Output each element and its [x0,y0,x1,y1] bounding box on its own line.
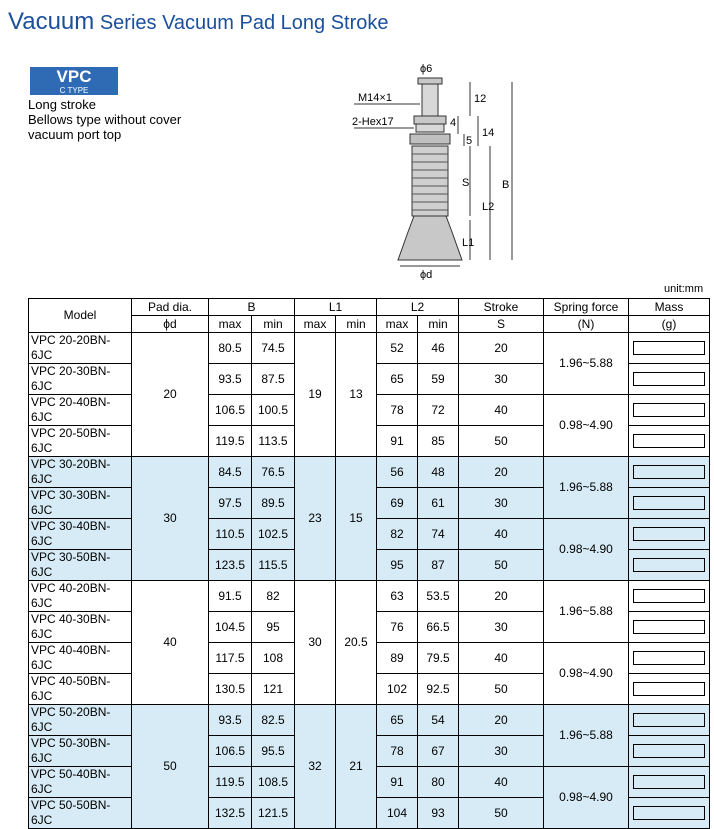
mass-cell [629,581,710,612]
l2-min-cell: 79.5 [418,643,459,674]
header-min: min [336,316,377,333]
model-cell: VPC 30-40BN-6JC [29,519,132,550]
spring-force-cell: 0.98~4.90 [544,519,629,581]
stroke-cell: 50 [459,550,544,581]
b-max-cell: 80.5 [209,333,252,364]
b-min-cell: 102.5 [252,519,295,550]
b-max-cell: 132.5 [209,798,252,829]
b-min-cell: 82 [252,581,295,612]
header-min: min [418,316,459,333]
header-max: max [209,316,252,333]
title-series: Vacuum [8,8,95,35]
spring-force-cell: 1.96~5.88 [544,581,629,643]
spring-force-cell: 0.98~4.90 [544,395,629,457]
description-line: Bellows type without cover [28,112,182,127]
mass-cell [629,798,710,829]
table-row [29,705,710,736]
mass-blank [633,465,705,479]
header-min: min [252,316,295,333]
mass-blank [633,403,705,417]
model-cell: VPC 20-30BN-6JC [29,364,132,395]
l2-min-cell: 61 [418,488,459,519]
description-line: Long stroke [28,97,96,112]
mass-blank [633,744,705,758]
mass-cell [629,488,710,519]
mass-blank [633,651,705,665]
b-max-cell: 106.5 [209,736,252,767]
mass-cell [629,612,710,643]
model-cell: VPC 50-20BN-6JC [29,705,132,736]
l2-max-cell: 78 [377,395,418,426]
spring-force-cell: 1.96~5.88 [544,333,629,395]
l1-min-cell: 20.5 [336,581,377,705]
l2-max-cell: 52 [377,333,418,364]
label-14: 14 [482,127,495,139]
l2-max-cell: 65 [377,364,418,395]
table-row [29,581,710,612]
label-4: 4 [450,117,457,129]
label-s: S [462,177,470,189]
mass-cell [629,550,710,581]
model-cell: VPC 40-20BN-6JC [29,581,132,612]
stroke-cell: 20 [459,333,544,364]
stroke-cell: 50 [459,426,544,457]
label-12: 12 [474,93,487,105]
model-cell: VPC 50-50BN-6JC [29,798,132,829]
l1-min-cell: 21 [336,705,377,829]
spec-table-body [29,333,710,829]
l2-max-cell: 69 [377,488,418,519]
table-row [29,333,710,364]
type-badge [30,67,118,95]
model-cell: VPC 20-50BN-6JC [29,426,132,457]
model-cell: VPC 40-30BN-6JC [29,612,132,643]
l2-min-cell: 80 [418,767,459,798]
b-max-cell: 91.5 [209,581,252,612]
b-max-cell: 93.5 [209,364,252,395]
b-min-cell: 95 [252,612,295,643]
l2-min-cell: 87 [418,550,459,581]
mass-cell [629,736,710,767]
unit-label: unit:mm [664,283,704,295]
header-spring-unit: (N) [544,316,629,333]
pad-dia-cell: 40 [132,581,209,705]
l2-max-cell: 82 [377,519,418,550]
model-cell: VPC 40-40BN-6JC [29,643,132,674]
l2-min-cell: 92.5 [418,674,459,705]
label-hex: 2-Hex17 [352,116,394,128]
l2-max-cell: 104 [377,798,418,829]
vacuum-pad-drawing [340,60,540,280]
stroke-cell: 40 [459,767,544,798]
stroke-cell: 40 [459,519,544,550]
b-min-cell: 121.5 [252,798,295,829]
label-b: B [502,179,510,191]
mass-blank [633,589,705,603]
model-cell: VPC 30-50BN-6JC [29,550,132,581]
mass-cell [629,705,710,736]
spring-force-cell: 1.96~5.88 [544,705,629,767]
l2-min-cell: 59 [418,364,459,395]
model-cell: VPC 50-30BN-6JC [29,736,132,767]
stroke-cell: 30 [459,488,544,519]
l2-max-cell: 91 [377,767,418,798]
drawing-bellows [412,146,448,216]
b-min-cell: 82.5 [252,705,295,736]
l2-max-cell: 65 [377,705,418,736]
mass-cell [629,767,710,798]
stroke-cell: 40 [459,643,544,674]
mass-blank [633,341,705,355]
mass-cell [629,457,710,488]
label-phi6: ϕ6 [420,63,433,75]
header-l1: L1 [295,299,377,316]
mass-blank [633,682,705,696]
l2-max-cell: 95 [377,550,418,581]
b-max-cell: 119.5 [209,767,252,798]
model-cell: VPC 20-40BN-6JC [29,395,132,426]
badge-sub: C TYPE [59,86,89,95]
b-max-cell: 110.5 [209,519,252,550]
l2-max-cell: 102 [377,674,418,705]
header-pad-unit: ϕd [132,316,209,333]
spring-force-cell: 1.96~5.88 [544,457,629,519]
b-max-cell: 84.5 [209,457,252,488]
l2-min-cell: 72 [418,395,459,426]
b-max-cell: 130.5 [209,674,252,705]
l2-max-cell: 91 [377,426,418,457]
l1-min-cell: 13 [336,333,377,457]
l2-min-cell: 67 [418,736,459,767]
l1-max-cell: 23 [295,457,336,581]
page-title [8,8,389,36]
drawing-pad [398,216,462,260]
stroke-cell: 30 [459,736,544,767]
l2-min-cell: 93 [418,798,459,829]
l2-min-cell: 54 [418,705,459,736]
b-min-cell: 89.5 [252,488,295,519]
header-model: Model [29,299,132,333]
label-l2: L2 [482,201,495,213]
header-mass-unit: (g) [629,316,710,333]
stroke-cell: 30 [459,612,544,643]
l2-min-cell: 46 [418,333,459,364]
title-rest: Series Vacuum Pad Long Stroke [99,12,389,34]
description-line: vacuum port top [28,127,122,142]
mass-blank [633,775,705,789]
l2-min-cell: 48 [418,457,459,488]
b-max-cell: 123.5 [209,550,252,581]
l2-max-cell: 63 [377,581,418,612]
drawing-fitting-top [422,82,438,116]
b-max-cell: 93.5 [209,705,252,736]
b-min-cell: 115.5 [252,550,295,581]
spec-table [28,298,710,829]
drawing-fitting-cap [418,78,442,84]
pad-dia-cell: 30 [132,457,209,581]
mass-blank [633,434,705,448]
b-min-cell: 121 [252,674,295,705]
mass-cell [629,674,710,705]
spring-force-cell: 0.98~4.90 [544,643,629,705]
mass-blank [633,558,705,572]
l1-max-cell: 30 [295,581,336,705]
pad-dia-cell: 20 [132,333,209,457]
label-l1: L1 [462,237,475,249]
l1-min-cell: 15 [336,457,377,581]
badge-main: VPC [56,67,92,86]
header-pad: Pad dia. [132,299,209,316]
mass-cell [629,333,710,364]
b-min-cell: 108.5 [252,767,295,798]
header-spring: Spring force [544,299,629,316]
b-max-cell: 106.5 [209,395,252,426]
stroke-cell: 50 [459,798,544,829]
model-cell: VPC 20-20BN-6JC [29,333,132,364]
mass-blank [633,620,705,634]
stroke-cell: 50 [459,674,544,705]
stroke-cell: 40 [459,395,544,426]
stroke-cell: 20 [459,581,544,612]
b-min-cell: 76.5 [252,457,295,488]
l2-min-cell: 74 [418,519,459,550]
model-cell: VPC 30-30BN-6JC [29,488,132,519]
stroke-cell: 20 [459,705,544,736]
mass-blank [633,527,705,541]
mass-blank [633,713,705,727]
mass-cell [629,364,710,395]
label-5: 5 [466,135,473,147]
l2-max-cell: 76 [377,612,418,643]
stroke-cell: 30 [459,364,544,395]
label-m14: M14×1 [358,92,392,104]
b-max-cell: 119.5 [209,426,252,457]
b-min-cell: 113.5 [252,426,295,457]
b-max-cell: 97.5 [209,488,252,519]
l1-max-cell: 32 [295,705,336,829]
b-min-cell: 100.5 [252,395,295,426]
pad-dia-cell: 50 [132,705,209,829]
l2-min-cell: 53.5 [418,581,459,612]
header-b: B [209,299,295,316]
drawing-collar [410,134,450,144]
mass-cell [629,395,710,426]
header-max: max [295,316,336,333]
table-row [29,457,710,488]
mass-cell [629,519,710,550]
header-mass: Mass [629,299,710,316]
l2-max-cell: 78 [377,736,418,767]
l2-max-cell: 89 [377,643,418,674]
l2-min-cell: 85 [418,426,459,457]
l1-max-cell: 19 [295,333,336,457]
model-cell: VPC 30-20BN-6JC [29,457,132,488]
mass-cell [629,643,710,674]
header-max: max [377,316,418,333]
model-cell: VPC 50-40BN-6JC [29,767,132,798]
header-stroke-unit: S [459,316,544,333]
mass-blank [633,372,705,386]
l2-max-cell: 56 [377,457,418,488]
spring-force-cell: 0.98~4.90 [544,767,629,829]
header-stroke: Stroke [459,299,544,316]
mass-cell [629,426,710,457]
mass-blank [633,806,705,820]
b-min-cell: 74.5 [252,333,295,364]
b-max-cell: 117.5 [209,643,252,674]
b-min-cell: 95.5 [252,736,295,767]
drawing-hex-nut [416,124,444,132]
l2-min-cell: 66.5 [418,612,459,643]
mass-blank [633,496,705,510]
b-max-cell: 104.5 [209,612,252,643]
stroke-cell: 20 [459,457,544,488]
description [28,97,181,142]
label-phid: ϕd [420,269,433,280]
drawing-hex-nut [414,116,446,124]
model-cell: VPC 40-50BN-6JC [29,674,132,705]
b-min-cell: 108 [252,643,295,674]
header-l2: L2 [377,299,459,316]
b-min-cell: 87.5 [252,364,295,395]
